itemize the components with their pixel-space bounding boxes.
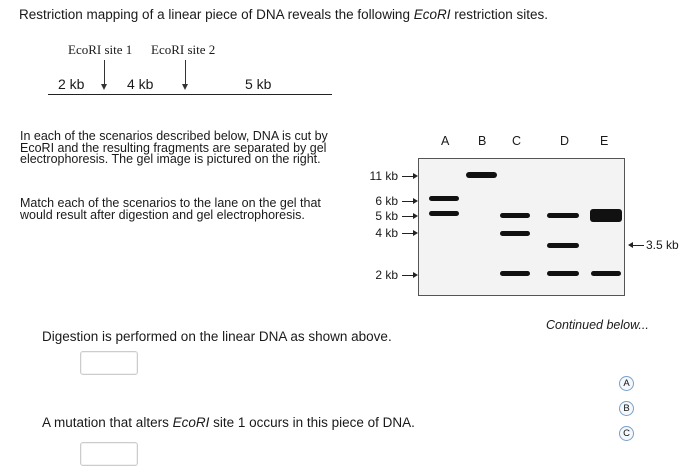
- gel-band: [429, 211, 459, 216]
- title-text-after: restriction sites.: [450, 7, 549, 22]
- scenario-1-drop-target[interactable]: [80, 351, 138, 375]
- gel-band: [547, 213, 579, 218]
- gel-band: [429, 196, 459, 201]
- site-2-arrow-head: [182, 84, 188, 90]
- size-marker-arrow-head: [413, 272, 418, 278]
- scenario-1-text-before: Digestion is performed on the linear DNA as shown above.: [42, 329, 392, 344]
- size-marker-2kb: 2 kb: [375, 268, 398, 282]
- answer-choice-b[interactable]: B: [619, 401, 634, 416]
- scenario-2-text-before: A mutation that alters: [42, 415, 173, 430]
- site-1-arrow-head: [101, 84, 107, 90]
- size-marker-arrow: [632, 245, 644, 246]
- continued-note: Continued below...: [546, 318, 649, 332]
- size-marker-arrow-head: [413, 198, 418, 204]
- size-marker-arrow-head: [413, 173, 418, 179]
- scenario-1-text: [42, 329, 392, 344]
- ecori-site-2-label: EcoRI site 2: [151, 42, 216, 57]
- scenario-2-enzyme-name: EcoRI: [172, 415, 210, 430]
- gel-band: [466, 172, 497, 178]
- instructions-paragraph-2: Match each of the scenarios to the lane on the gel that would result after digestion and gel electrophoresis.: [20, 196, 321, 222]
- lane-label-a: A: [441, 134, 450, 148]
- scenario-2-text-after: site 1 occurs in this piece of DNA.: [209, 415, 415, 430]
- gel-band: [591, 271, 621, 276]
- lane-label-b: B: [478, 134, 487, 148]
- site-1-arrow-stem: [104, 60, 105, 86]
- scenario-2-text: [42, 415, 415, 430]
- fragment-label-5kb: 5 kb: [245, 76, 272, 92]
- gel-band: [547, 243, 579, 248]
- instructions-paragraph-1: In each of the scenarios described below, DNA is cut by EcoRI and the resulting fragments are separated by gel electrophoresis. The gel image is pictured on the right.: [20, 129, 328, 166]
- fragment-label-2kb: 2 kb: [58, 76, 85, 92]
- answer-choice-a[interactable]: A: [619, 376, 634, 391]
- lane-label-c: C: [512, 134, 522, 148]
- ecori-site-1-label: EcoRI site 1: [68, 42, 133, 57]
- lane-label-e: E: [600, 134, 609, 148]
- lane-label-d: D: [560, 134, 570, 148]
- size-marker-arrow-head: [413, 230, 418, 236]
- question-title: [19, 7, 548, 22]
- fragment-label-4kb: 4 kb: [127, 76, 154, 92]
- size-marker-5kb: 5 kb: [375, 209, 398, 223]
- gel-band: [500, 231, 530, 236]
- gel-band: [500, 213, 530, 218]
- site-2-arrow-stem: [185, 60, 186, 86]
- size-marker-11kb: 11 kb: [369, 169, 398, 183]
- title-enzyme-name: EcoRI: [413, 7, 451, 22]
- size-marker-3-5kb: 3.5 kb: [646, 238, 679, 252]
- title-text-before: Restriction mapping of a linear piece of DNA reveals the following: [19, 7, 414, 22]
- gel-band: [547, 271, 579, 276]
- answer-choice-c[interactable]: C: [619, 426, 634, 441]
- size-marker-4kb: 4 kb: [375, 226, 398, 240]
- scenario-2-drop-target[interactable]: [80, 442, 138, 466]
- size-marker-6kb: 6 kb: [375, 194, 398, 208]
- size-marker-arrow-head: [413, 213, 418, 219]
- gel-band: [500, 271, 530, 276]
- dna-map-line: [48, 94, 332, 95]
- gel-band: [590, 209, 622, 222]
